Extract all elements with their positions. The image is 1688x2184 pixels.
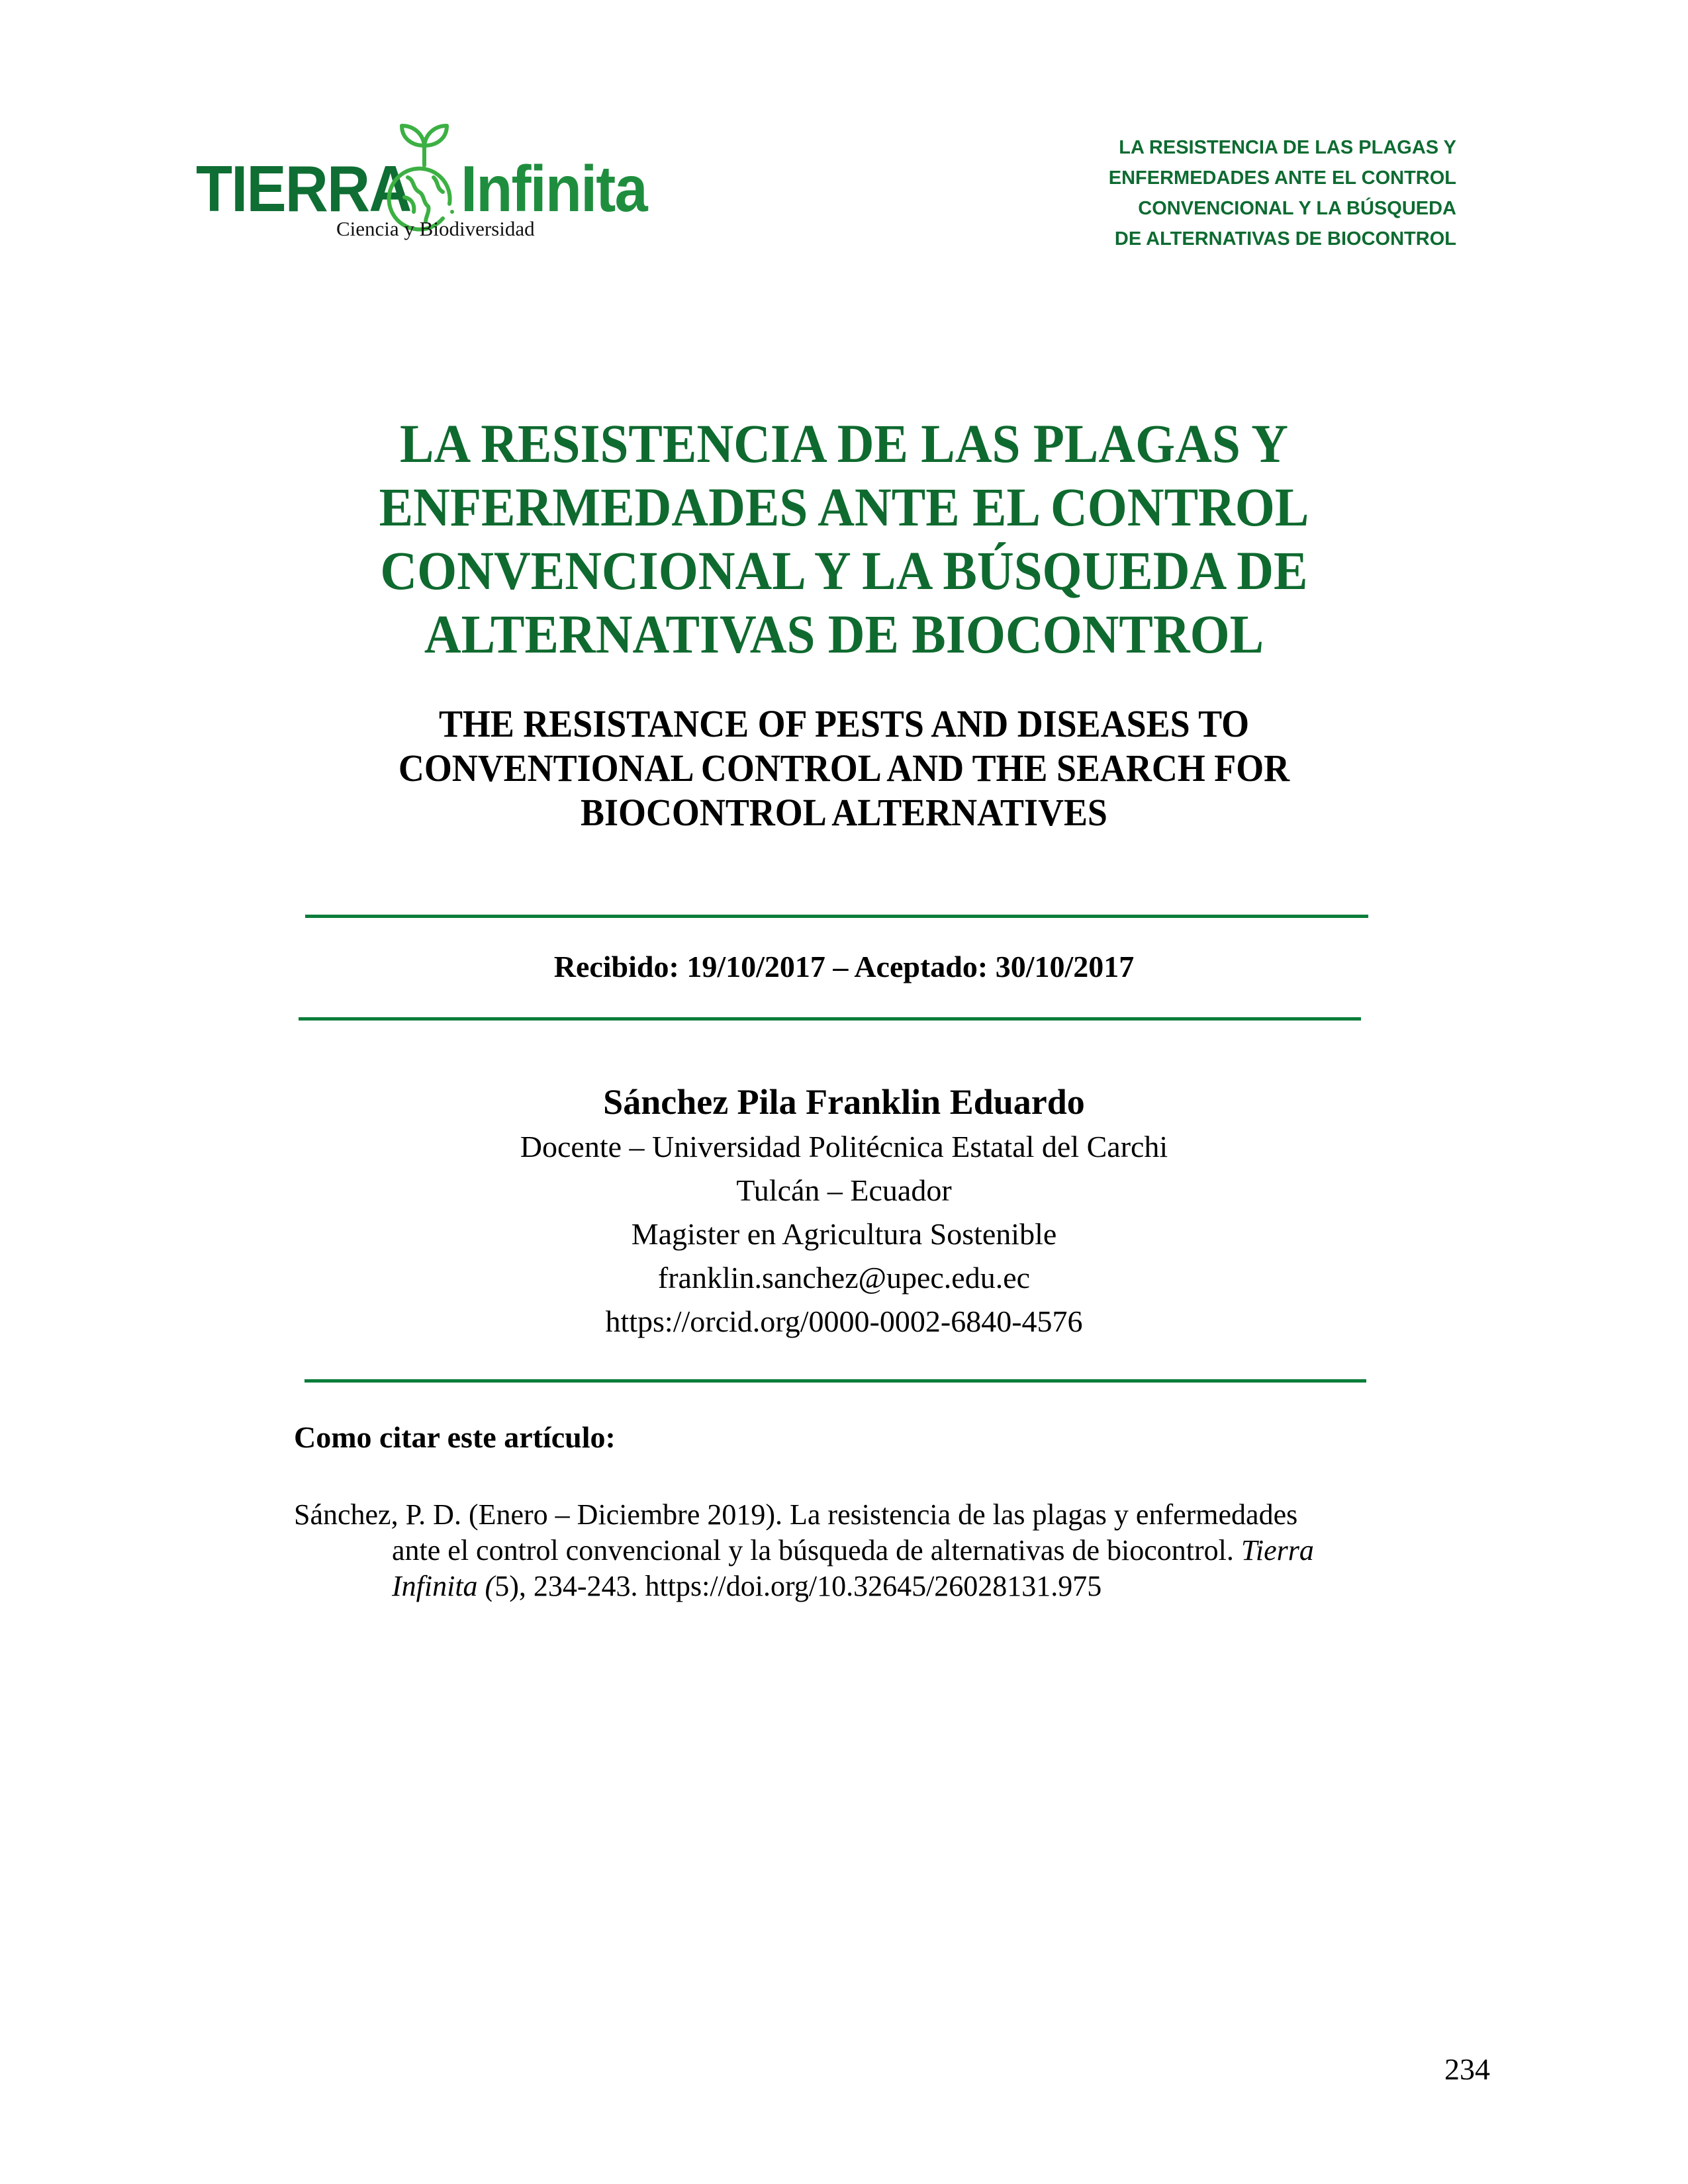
title-spanish-line: CONVENCIONAL Y LA BÚSQUEDA DE bbox=[380, 540, 1308, 601]
running-header-line: CONVENCIONAL Y LA BÚSQUEDA bbox=[1138, 198, 1456, 219]
divider-rule bbox=[305, 1379, 1366, 1383]
citation-journal: Infinita ( bbox=[392, 1570, 495, 1602]
page-number: 234 bbox=[1444, 2052, 1490, 2086]
citation-line: Sánchez, P. D. (Enero – Diciembre 2019). La resistencia de las plagas y enfermedades bbox=[294, 1498, 1298, 1531]
author-name: Sánchez Pila Franklin Eduardo bbox=[603, 1082, 1085, 1122]
citation-line-text: ante el control convencional y la búsqueda de alternativas de biocontrol. bbox=[392, 1534, 1241, 1567]
journal-logo bbox=[196, 119, 686, 245]
logo-word-tierra: TIERRA bbox=[196, 152, 411, 225]
running-header-line: DE ALTERNATIVAS DE BIOCONTROL bbox=[1114, 228, 1456, 250]
title-spanish-line: LA RESISTENCIA DE LAS PLAGAS Y bbox=[400, 413, 1288, 474]
divider-rule bbox=[299, 1017, 1361, 1021]
received-accepted-dates: Recibido: 19/10/2017 – Aceptado: 30/10/2017 bbox=[553, 950, 1135, 983]
citation-line bbox=[294, 1533, 1366, 1569]
running-header-line: LA RESISTENCIA DE LAS PLAGAS Y bbox=[1119, 137, 1456, 158]
title-spanish bbox=[0, 412, 1688, 666]
logo-word-infinita: Infinita bbox=[461, 152, 647, 225]
author-affiliation: Docente – Universidad Politécnica Estatal del Carchi bbox=[520, 1130, 1168, 1163]
citation-issue: 5 bbox=[494, 1570, 510, 1602]
title-spanish-line: ENFERMEDADES ANTE EL CONTROL bbox=[379, 477, 1309, 537]
citation-doi-link[interactable]: https://doi.org/10.32645/26028131.975 bbox=[645, 1570, 1102, 1602]
divider-rule bbox=[305, 915, 1368, 918]
author-degree: Magister en Agricultura Sostenible bbox=[631, 1217, 1057, 1251]
title-english-line: BIOCONTROL ALTERNATIVES bbox=[581, 791, 1107, 834]
author-block bbox=[0, 1079, 1688, 1343]
title-english-line: CONVENTIONAL CONTROL AND THE SEARCH FOR bbox=[398, 747, 1290, 790]
citation-heading: Como citar este artículo: bbox=[294, 1420, 616, 1454]
logo-tagline: Ciencia y Biodiversidad bbox=[336, 217, 535, 240]
running-header bbox=[1033, 132, 1456, 254]
author-email-link[interactable]: franklin.sanchez@upec.edu.ec bbox=[657, 1261, 1031, 1295]
title-english-line: THE RESISTANCE OF PESTS AND DISEASES TO bbox=[438, 702, 1250, 745]
author-orcid-link[interactable]: https://orcid.org/0000-0002-6840-4576 bbox=[605, 1304, 1083, 1338]
citation-line bbox=[294, 1569, 1366, 1604]
citation-pages: ), 234-243. bbox=[509, 1570, 645, 1602]
citation-journal: Tierra bbox=[1241, 1534, 1314, 1567]
title-spanish-line: ALTERNATIVAS DE BIOCONTROL bbox=[424, 604, 1264, 664]
title-english bbox=[0, 702, 1688, 835]
author-location: Tulcán – Ecuador bbox=[736, 1173, 952, 1207]
running-header-line: ENFERMEDADES ANTE EL CONTROL bbox=[1108, 167, 1456, 189]
citation-text bbox=[294, 1497, 1366, 1604]
